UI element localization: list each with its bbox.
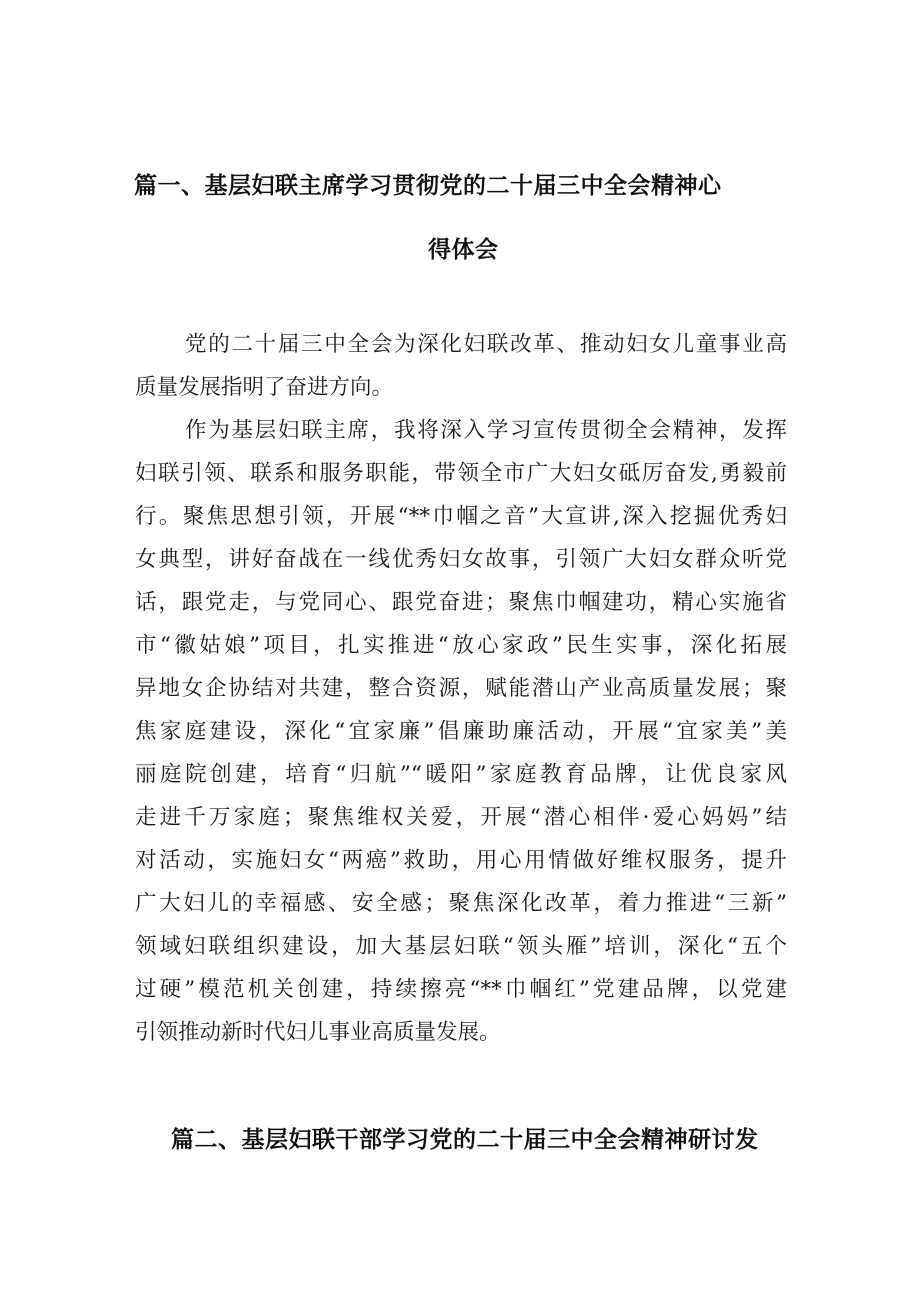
section1-title-line2: 得体会 xyxy=(428,237,499,263)
paragraph-line: 过硬”模范机关创建，持续擦亮“**巾帼红”党建品牌，以党建 xyxy=(135,977,787,1002)
paragraph-line: 异地女企协结对共建，整合资源，赋能潜山产业高质量发展；聚 xyxy=(135,676,787,701)
paragraph-line: 丽庭院创建，培育“归航”“暖阳”家庭教育品牌，让优良家风 xyxy=(135,762,787,787)
section1-title-line1: 篇一、基层妇联主席学习贯彻党的二十届三中全会精神心 xyxy=(134,173,722,199)
paragraph-line: 领域妇联组织建设，加大基层妇联“领头雁”培训，深化“五个 xyxy=(135,934,787,959)
paragraph-line: 女典型，讲好奋战在一线优秀妇女故事，引领广大妇女群众听党 xyxy=(135,547,787,572)
paragraph-line: 质量发展指明了奋进方向。 xyxy=(135,375,394,400)
paragraph-line: 走进千万家庭；聚焦维权关爱，开展“潜心相伴·爱心妈妈”结 xyxy=(135,805,787,830)
paragraph-line: 市“徽姑娘”项目，扎实推进“放心家政”民生实事，深化拓展 xyxy=(135,633,787,658)
paragraph-line: 焦家庭建设，深化“宜家廉”倡廉助廉活动，开展“宜家美”美 xyxy=(135,719,787,744)
paragraph-line: 党的二十届三中全会为深化妇联改革、推动妇女儿童事业高 xyxy=(185,332,787,357)
paragraph-line: 行。聚焦思想引领，开展“**巾帼之音”大宣讲,深入挖掘优秀妇 xyxy=(135,504,787,529)
paragraph-line: 妇联引领、联系和服务职能，带领全市广大妇女砥厉奋发,勇毅前 xyxy=(135,461,787,486)
paragraph-line: 作为基层妇联主席，我将深入学习宣传贯彻全会精神，发挥 xyxy=(185,418,787,443)
paragraph-line: 对活动，实施妇女“两癌”救助，用心用情做好维权服务，提升 xyxy=(135,848,787,873)
paragraph-line: 广大妇儿的幸福感、安全感；聚焦深化改革，着力推进“三新” xyxy=(135,891,787,916)
paragraph-line: 话，跟党走，与党同心、跟党奋进；聚焦巾帼建功，精心实施省 xyxy=(135,590,787,615)
paragraph-line: 引领推动新时代妇儿事业高质量发展。 xyxy=(135,1020,501,1045)
section2-title-line1: 篇二、基层妇联干部学习党的二十届三中全会精神研讨发 xyxy=(171,1127,759,1153)
